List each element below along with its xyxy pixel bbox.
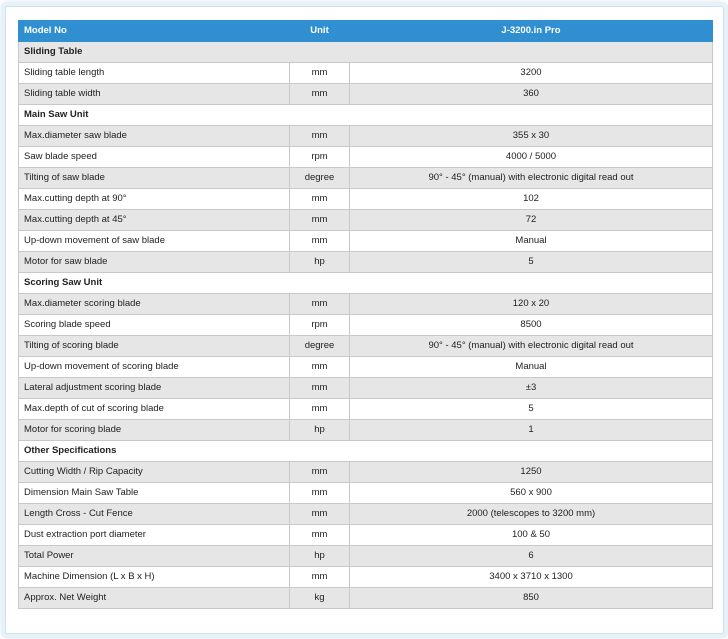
spec-value: 2000 (telescopes to 3200 mm) xyxy=(350,504,713,525)
section-row xyxy=(19,273,713,294)
spec-unit: degree xyxy=(290,168,350,189)
spec-unit: rpm xyxy=(290,147,350,168)
spec-label: Max.diameter saw blade xyxy=(19,126,290,147)
table-row xyxy=(19,252,713,273)
table-row xyxy=(19,462,713,483)
table-row xyxy=(19,525,713,546)
spec-value: ±3 xyxy=(350,378,713,399)
spec-value: 3400 x 3710 x 1300 xyxy=(350,567,713,588)
spec-unit: mm xyxy=(290,525,350,546)
spec-value: 102 xyxy=(350,189,713,210)
header-model-value: J-3200.in Pro xyxy=(350,21,713,42)
spec-unit: mm xyxy=(290,231,350,252)
spec-label: Tilting of scoring blade xyxy=(19,336,290,357)
table-row xyxy=(19,546,713,567)
spec-value: Manual xyxy=(350,357,713,378)
spec-unit: kg xyxy=(290,588,350,609)
spec-label: Max.depth of cut of scoring blade xyxy=(19,399,290,420)
spec-value: 560 x 900 xyxy=(350,483,713,504)
table-row xyxy=(19,210,713,231)
section-label: Main Saw Unit xyxy=(19,105,713,126)
spec-label: Machine Dimension (L x B x H) xyxy=(19,567,290,588)
table-row xyxy=(19,231,713,252)
section-row xyxy=(19,441,713,462)
spec-unit: mm xyxy=(290,294,350,315)
spec-unit: mm xyxy=(290,399,350,420)
spec-value: 100 & 50 xyxy=(350,525,713,546)
spec-unit: mm xyxy=(290,462,350,483)
section-label: Sliding Table xyxy=(19,42,713,63)
table-header-row xyxy=(19,21,713,42)
spec-value: 1250 xyxy=(350,462,713,483)
spec-value: 5 xyxy=(350,252,713,273)
spec-label: Up-down movement of scoring blade xyxy=(19,357,290,378)
spec-label: Max.cutting depth at 45° xyxy=(19,210,290,231)
spec-label: Total Power xyxy=(19,546,290,567)
section-row xyxy=(19,42,713,63)
spec-label: Motor for saw blade xyxy=(19,252,290,273)
spec-label: Cutting Width / Rip Capacity xyxy=(19,462,290,483)
spec-unit: rpm xyxy=(290,315,350,336)
table-row xyxy=(19,483,713,504)
spec-unit: hp xyxy=(290,252,350,273)
table-row xyxy=(19,588,713,609)
table-row xyxy=(19,189,713,210)
header-unit: Unit xyxy=(290,21,350,42)
spec-value: 360 xyxy=(350,84,713,105)
spec-unit: mm xyxy=(290,567,350,588)
spec-unit: mm xyxy=(290,126,350,147)
spec-value: 3200 xyxy=(350,63,713,84)
spec-value: 8500 xyxy=(350,315,713,336)
table-row xyxy=(19,63,713,84)
table-row xyxy=(19,567,713,588)
spec-unit: mm xyxy=(290,378,350,399)
spec-label: Scoring blade speed xyxy=(19,315,290,336)
spec-label: Sliding table width xyxy=(19,84,290,105)
spec-label: Tilting of saw blade xyxy=(19,168,290,189)
table-body xyxy=(19,42,713,609)
spec-unit: hp xyxy=(290,546,350,567)
table-row xyxy=(19,336,713,357)
section-row xyxy=(19,105,713,126)
table-row xyxy=(19,294,713,315)
spec-label: Up-down movement of saw blade xyxy=(19,231,290,252)
table-row xyxy=(19,168,713,189)
table-row xyxy=(19,126,713,147)
spec-unit: hp xyxy=(290,420,350,441)
spec-value: Manual xyxy=(350,231,713,252)
spec-unit: mm xyxy=(290,483,350,504)
spec-label: Approx. Net Weight xyxy=(19,588,290,609)
spec-unit: degree xyxy=(290,336,350,357)
spec-unit: mm xyxy=(290,63,350,84)
spec-value: 355 x 30 xyxy=(350,126,713,147)
spec-table xyxy=(18,20,713,609)
spec-label: Dimension Main Saw Table xyxy=(19,483,290,504)
spec-unit: mm xyxy=(290,357,350,378)
spec-value: 5 xyxy=(350,399,713,420)
section-label: Other Specifications xyxy=(19,441,713,462)
spec-label: Motor for scoring blade xyxy=(19,420,290,441)
table-row xyxy=(19,357,713,378)
spec-label: Length Cross - Cut Fence xyxy=(19,504,290,525)
spec-label: Dust extraction port diameter xyxy=(19,525,290,546)
table-row xyxy=(19,315,713,336)
table-row xyxy=(19,420,713,441)
spec-unit: mm xyxy=(290,189,350,210)
spec-value: 90° - 45° (manual) with electronic digital read out xyxy=(350,336,713,357)
spec-unit: mm xyxy=(290,504,350,525)
spec-label: Lateral adjustment scoring blade xyxy=(19,378,290,399)
table-row xyxy=(19,378,713,399)
table-row xyxy=(19,399,713,420)
spec-value: 850 xyxy=(350,588,713,609)
table-row xyxy=(19,147,713,168)
spec-value: 6 xyxy=(350,546,713,567)
spec-value: 1 xyxy=(350,420,713,441)
spec-label: Saw blade speed xyxy=(19,147,290,168)
spec-unit: mm xyxy=(290,84,350,105)
spec-unit: mm xyxy=(290,210,350,231)
spec-label: Sliding table length xyxy=(19,63,290,84)
table-row xyxy=(19,504,713,525)
section-label: Scoring Saw Unit xyxy=(19,273,713,294)
spec-label: Max.cutting depth at 90° xyxy=(19,189,290,210)
spec-label: Max.diameter scoring blade xyxy=(19,294,290,315)
spec-value: 72 xyxy=(350,210,713,231)
header-model-no: Model No xyxy=(19,21,290,42)
table-row xyxy=(19,84,713,105)
spec-value: 90° - 45° (manual) with electronic digital read out xyxy=(350,168,713,189)
spec-value: 120 x 20 xyxy=(350,294,713,315)
spec-value: 4000 / 5000 xyxy=(350,147,713,168)
